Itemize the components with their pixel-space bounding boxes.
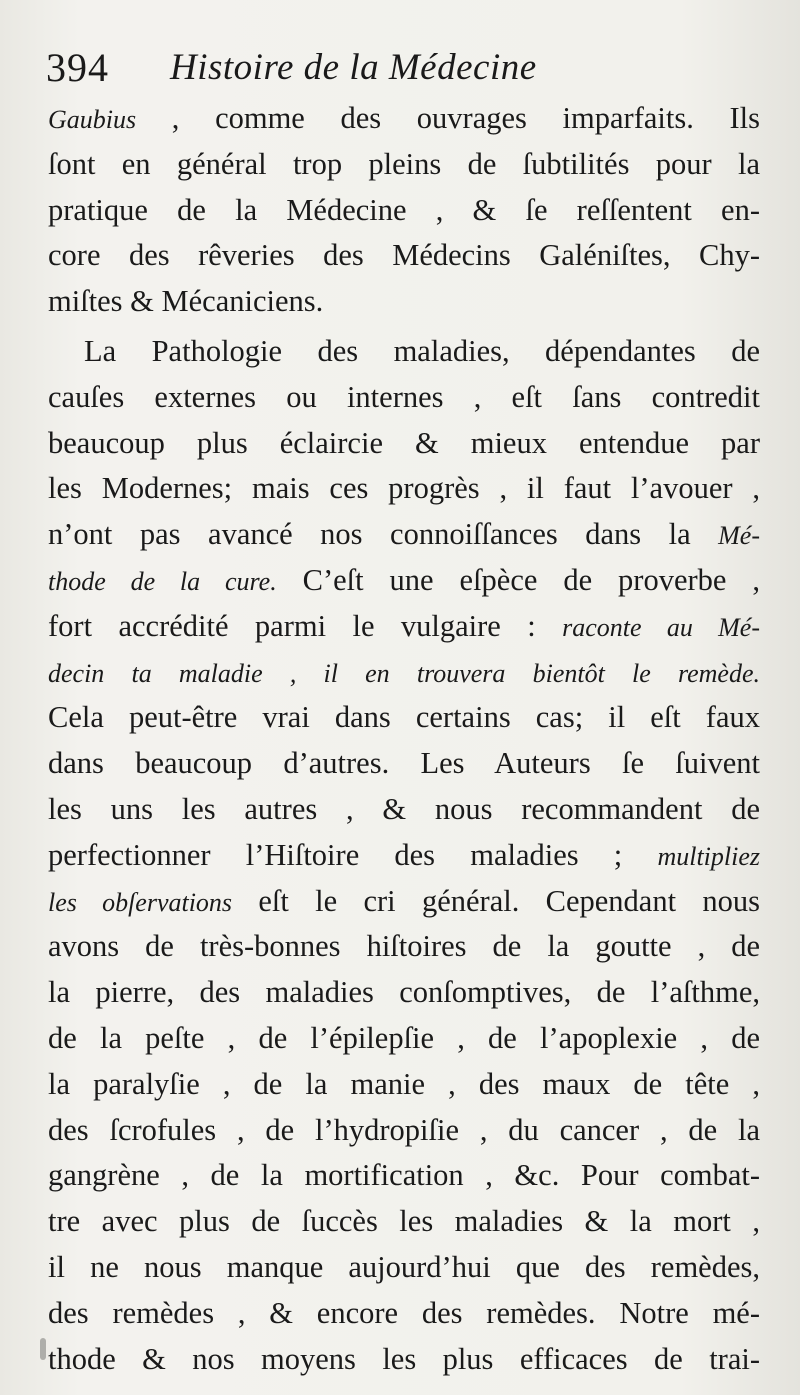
text-line xyxy=(48,421,760,467)
text-line xyxy=(48,512,760,558)
text-run: ſont en général trop pleins de ſubtilités pour la xyxy=(48,146,760,181)
text-run: thode & nos moyens les plus efficaces de trai- xyxy=(48,1341,760,1376)
text-line xyxy=(48,970,760,1016)
text-line xyxy=(48,833,760,879)
page-number: 394 xyxy=(46,45,109,90)
text-run: cauſes externes ou internes , eſt ſans contredit xyxy=(48,379,760,414)
text-run: pratique de la Médecine , & ſe reſſentent en- xyxy=(48,192,760,227)
text-run: , comme des ouvrages imparfaits. Ils xyxy=(136,101,760,135)
text-line xyxy=(48,558,760,604)
text-run: eſt le cri général. Cependant nous xyxy=(232,883,760,918)
text-line xyxy=(48,329,760,375)
text-line xyxy=(48,695,760,741)
text-run: avons de très-bonnes hiſtoires de la goutte , de xyxy=(48,929,760,964)
text-run: tre avec plus de ſuccès les maladies & la mort , xyxy=(48,1204,760,1239)
text-line xyxy=(48,1245,760,1291)
paragraph xyxy=(48,96,760,325)
text-run: C’eſt une eſpèce de proverbe , xyxy=(276,562,761,597)
text-run: les Modernes; mais ces progrès , il faut l’avouer , xyxy=(48,471,760,506)
italic-text: raconte au Mé- xyxy=(562,612,761,642)
text-line xyxy=(48,1062,760,1108)
text-line xyxy=(48,787,760,833)
text-run: Cela peut-être vrai dans certains cas; il eſt faux xyxy=(48,700,760,735)
text-run: les uns les autres , & nous recommandent de xyxy=(48,791,760,826)
text-line xyxy=(48,924,760,970)
body-text xyxy=(48,96,760,1382)
italic-text: decin ta maladie , il en trouvera bientôt le remède. xyxy=(48,658,760,688)
text-run: dans beaucoup d’autres. Les Auteurs ſe ſuivent xyxy=(48,746,760,781)
text-run: de la peſte , de l’épilepſie , de l’apoplexie , de xyxy=(48,1020,760,1055)
text-line xyxy=(48,650,760,696)
text-line xyxy=(48,233,760,279)
text-line xyxy=(48,142,760,188)
text-run: des ſcrofules , de l’hydropiſie , du cancer , de la xyxy=(48,1112,760,1147)
text-line xyxy=(48,879,760,925)
text-line xyxy=(48,741,760,787)
text-run: gangrène , de la mortification , &c. Pour combat- xyxy=(48,1158,760,1193)
text-run: fort accrédité parmi le vulgaire : xyxy=(48,608,563,643)
running-header xyxy=(46,40,770,96)
text-run: il ne nous manque aujourd’hui que des remèdes, xyxy=(48,1249,760,1284)
text-line xyxy=(48,466,760,512)
running-title: Histoire de la Médecine xyxy=(170,47,537,88)
text-run: La Pathologie des maladies, dépendantes de xyxy=(84,333,760,368)
text-run: core des rêveries des Médecins Galéniſtes, Chy- xyxy=(48,238,760,273)
italic-text: Mé- xyxy=(718,521,760,551)
text-run: la pierre, des maladies conſomptives, de l’aſthme, xyxy=(48,975,760,1010)
text-line xyxy=(48,1016,760,1062)
text-line xyxy=(48,188,760,234)
ink-smudge xyxy=(40,1338,46,1360)
text-line xyxy=(48,96,760,142)
text-run: miſtes & Mécaniciens. xyxy=(48,284,324,319)
italic-text: les obſervations xyxy=(48,887,233,917)
text-line xyxy=(48,279,760,325)
text-line xyxy=(48,375,760,421)
italic-text: multipliez xyxy=(657,841,760,871)
text-run: n’ont pas avancé nos connoiſſances dans la xyxy=(48,517,719,552)
text-line xyxy=(48,1291,760,1337)
text-run: des remèdes , & encore des remèdes. Notre mé- xyxy=(48,1295,760,1330)
italic-text: Gaubius xyxy=(48,105,137,134)
text-line xyxy=(48,1199,760,1245)
paragraph xyxy=(48,329,760,1382)
text-line xyxy=(48,1337,760,1383)
text-line xyxy=(48,1153,760,1199)
text-line xyxy=(48,1108,760,1154)
text-line xyxy=(48,604,760,650)
italic-text: thode de la cure. xyxy=(48,566,277,596)
text-run: la paralyſie , de la manie , des maux de tête , xyxy=(48,1066,760,1101)
text-run: beaucoup plus éclaircie & mieux entendue par xyxy=(48,425,760,460)
text-run: perfectionner l’Hiſtoire des maladies ; xyxy=(48,837,658,872)
